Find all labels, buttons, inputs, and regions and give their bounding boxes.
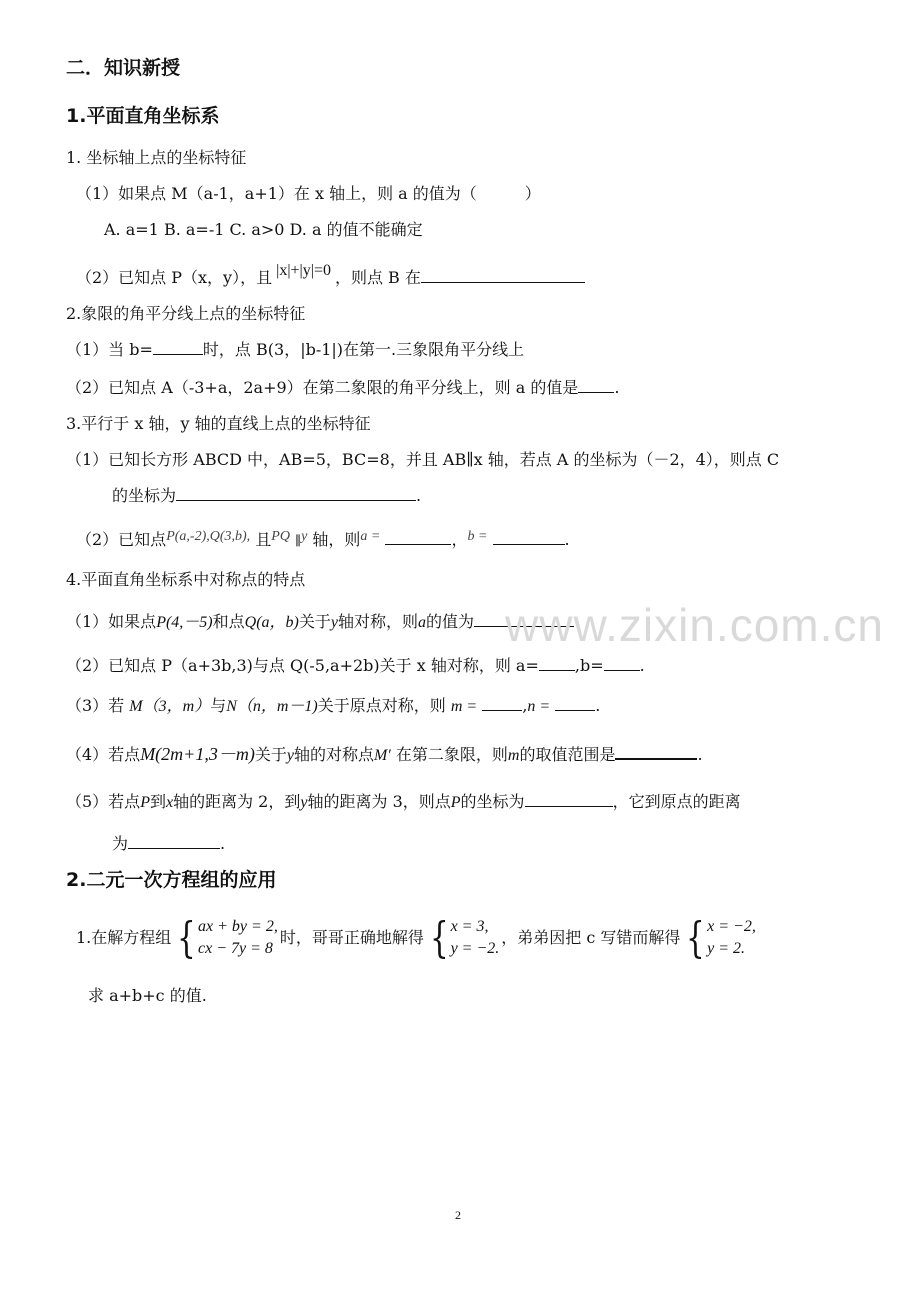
q4-p1-math-3: y xyxy=(330,614,338,631)
q4-p3-math-1: M（3，m） xyxy=(129,698,211,715)
q4-p1-text-c: 关于 xyxy=(298,612,331,631)
q2-p1-text-b: 时，点 B(3，|b-1|)在第一.三象限角平分线上 xyxy=(202,340,525,359)
q3-p1-line2 xyxy=(112,484,421,508)
q2-p2-text-b: . xyxy=(614,378,620,397)
q4-p4 xyxy=(66,742,703,768)
q3-title: 3.平行于 x 轴，y 轴的直线上点的坐标特征 xyxy=(66,414,371,433)
q2-p2-text-a: （2）已知点 A（-3+a，2a+9）在第二象限的角平分线上，则 a 的值是 xyxy=(66,378,579,397)
q2-title: 2.象限的角平分线上点的坐标特征 xyxy=(66,304,306,323)
q4-p4-text-c: 轴的对称点 xyxy=(293,745,374,764)
q4-p4-math-4: m xyxy=(507,747,520,764)
q3-p1-line1: （1）已知长方形 ABCD 中，AB=5，BC=8，并且 AB∥x 轴，若点 A 的坐标为（－2，4），则点 C xyxy=(66,450,780,469)
q4-p1-text-d: 轴对称，则 xyxy=(337,612,418,631)
q4-p2-blank-a[interactable] xyxy=(539,654,575,671)
q3-p2-math4: a = xyxy=(360,529,381,544)
section-heading: 二．知识新授 xyxy=(66,57,181,79)
q4-p5-line2 xyxy=(112,832,225,856)
q5-p1 xyxy=(76,910,758,966)
q1-p2-blank[interactable] xyxy=(421,266,585,283)
equation-system-1 xyxy=(173,913,278,962)
q3-p2-text-e: ， xyxy=(451,530,468,549)
brace-icon: { xyxy=(686,913,706,962)
solution-2-y: y = 2. xyxy=(707,940,746,957)
solution-system-2 xyxy=(682,913,756,962)
q4-p4-math-3: M′ xyxy=(373,747,391,764)
q1-p2-math: |x|+|y|=0 xyxy=(276,262,331,279)
solution-2-x: x = −2, xyxy=(707,918,756,935)
q4-p3-text-a: （3）若 xyxy=(66,696,125,715)
q1-p1: （1）如果点 M（a-1，a+1）在 x 轴上，则 a 的值为（ ） xyxy=(76,184,541,203)
q4-p3-text-d: , xyxy=(522,696,528,715)
q3-p1-blank[interactable] xyxy=(176,484,416,501)
q4-title: 4.平面直角坐标系中对称点的特点 xyxy=(66,570,306,589)
q4-p5-blank-a[interactable] xyxy=(525,790,613,807)
q3-p1-text-c: . xyxy=(416,486,422,505)
q4-p5-text-b: 到 xyxy=(149,792,166,811)
q3-p2-blank-a[interactable] xyxy=(385,528,451,545)
q4-p2-text-a: （2）已知点 P（a+3b,3)与点 Q(-5,a+2b)关于 x 轴对称，则 a= xyxy=(66,656,539,675)
solution-1-x: x = 3, xyxy=(450,918,489,935)
q3-p2-text-a: （2）已知点 xyxy=(76,530,167,549)
q4-p3-text-c: 关于原点对称，则 xyxy=(317,696,446,715)
q5-p1-text-a: 1.在解方程组 xyxy=(76,928,172,947)
q5-p2: 求 a+b+c 的值. xyxy=(88,986,207,1005)
q4-p5-blank-b[interactable] xyxy=(128,832,220,849)
q4-p3-math-4: n = xyxy=(527,698,551,715)
q4-p5-math-1: P xyxy=(140,794,150,811)
q4-p3-blank-a[interactable] xyxy=(482,694,522,711)
q3-p2-math3: y xyxy=(301,529,308,544)
q5-p1-text-b: 时，哥哥正确地解得 xyxy=(279,928,424,947)
q3-p2-math5: b = xyxy=(467,529,488,544)
q1-title: 1. 坐标轴上点的坐标特征 xyxy=(66,148,247,167)
q2-p2 xyxy=(66,376,619,400)
q4-p4-blank[interactable] xyxy=(615,742,697,760)
q3-p2-blank-b[interactable] xyxy=(493,528,565,545)
q4-p5-text-d: 轴的距离为 3，则点 xyxy=(307,792,451,811)
q3-p2-text-b: 且 xyxy=(255,530,272,549)
equation-2: cx − 7y = 8 xyxy=(198,940,273,957)
part1-title: 1.平面直角坐标系 xyxy=(66,105,220,127)
part2-title: 2.二元一次方程组的应用 xyxy=(66,869,277,891)
q4-p5-math-3: y xyxy=(300,794,308,811)
q3-p1-text-b: 的坐标为 xyxy=(112,486,177,505)
q4-p3 xyxy=(66,694,600,719)
q4-p1-math-1: P(4,－5) xyxy=(156,614,213,631)
q4-p5-line1 xyxy=(66,790,741,815)
q4-p4-math-1: M(2m+1,3－m) xyxy=(140,744,255,764)
q4-p4-text-f: . xyxy=(697,745,703,764)
q4-p5-text-f: ，它到原点的距离 xyxy=(612,792,741,811)
q4-p1-text-b: 和点 xyxy=(212,612,245,631)
q4-p2-text-c: . xyxy=(639,656,645,675)
q3-p2-math2: PQ xyxy=(271,529,290,544)
q4-p3-math-3: m = xyxy=(450,698,478,715)
q4-p4-text-b: 关于 xyxy=(254,745,287,764)
q4-p2-text-b: ,b= xyxy=(574,656,604,675)
q4-p1-text-e: 的值为 xyxy=(426,612,475,631)
solution-system-1 xyxy=(426,913,500,962)
q4-p5-text-h: . xyxy=(220,834,226,853)
brace-icon: { xyxy=(429,913,449,962)
q4-p5-text-g: 为 xyxy=(112,834,129,853)
q4-p5-math-2: x xyxy=(165,794,174,811)
page-number: 2 xyxy=(455,1208,461,1222)
q4-p5-text-a: （5）若点 xyxy=(66,792,141,811)
q3-p2-text-f: . xyxy=(564,530,570,549)
q1-options: A. a=1 B. a=-1 C. a>0 D. a 的值不能确定 xyxy=(104,220,423,239)
q2-p1-text-a: （1）当 b= xyxy=(66,340,153,359)
q4-p3-blank-b[interactable] xyxy=(555,694,595,711)
q4-p3-text-b: 与 xyxy=(210,696,227,715)
q4-p1-math-2: Q(a，b) xyxy=(244,614,299,631)
q4-p5-math-4: P xyxy=(450,794,461,811)
watermark: www.zixin.com.cn xyxy=(505,599,884,651)
q4-p4-math-2: y xyxy=(286,747,294,764)
q4-p2-blank-b[interactable] xyxy=(604,654,640,671)
q3-p2-text-d: 轴，则 xyxy=(312,530,361,549)
q4-p4-text-e: 的取值范围是 xyxy=(519,745,616,764)
equation-1: ax + by = 2, xyxy=(198,918,278,935)
q1-p2-text-b: ，则点 B 在 xyxy=(334,268,421,287)
q4-p1 xyxy=(66,610,574,635)
q4-p3-math-2: N（n，m－1) xyxy=(226,698,318,715)
q4-p1-text-a: （1）如果点 xyxy=(66,612,157,631)
q5-p1-text-c: ，弟弟因把 c 写错而解得 xyxy=(501,928,681,947)
q2-p1-blank[interactable] xyxy=(153,338,203,355)
q2-p1 xyxy=(66,338,524,362)
brace-icon: { xyxy=(177,913,197,962)
q2-p2-blank[interactable] xyxy=(578,376,614,393)
q4-p5-text-e: 的坐标为 xyxy=(460,792,525,811)
q3-p2-math1: P(a,-2),Q(3,b), xyxy=(166,529,251,544)
solution-1-y: y = −2. xyxy=(450,940,500,957)
q4-p2 xyxy=(66,654,645,678)
q4-p1-math-4: a xyxy=(418,614,426,631)
q3-p2-text-c: ∥ xyxy=(295,534,302,549)
q3-p2 xyxy=(76,528,570,554)
q4-p5-text-c: 轴的距离为 2，到 xyxy=(173,792,301,811)
q1-p2 xyxy=(76,262,585,291)
q1-p2-text-a: （2）已知点 P（x，y），且 xyxy=(76,268,273,287)
q4-p3-text-e: . xyxy=(595,696,601,715)
q4-p4-text-d: 在第二象限，则 xyxy=(395,745,508,764)
q4-p4-text-a: （4）若点 xyxy=(66,745,141,764)
